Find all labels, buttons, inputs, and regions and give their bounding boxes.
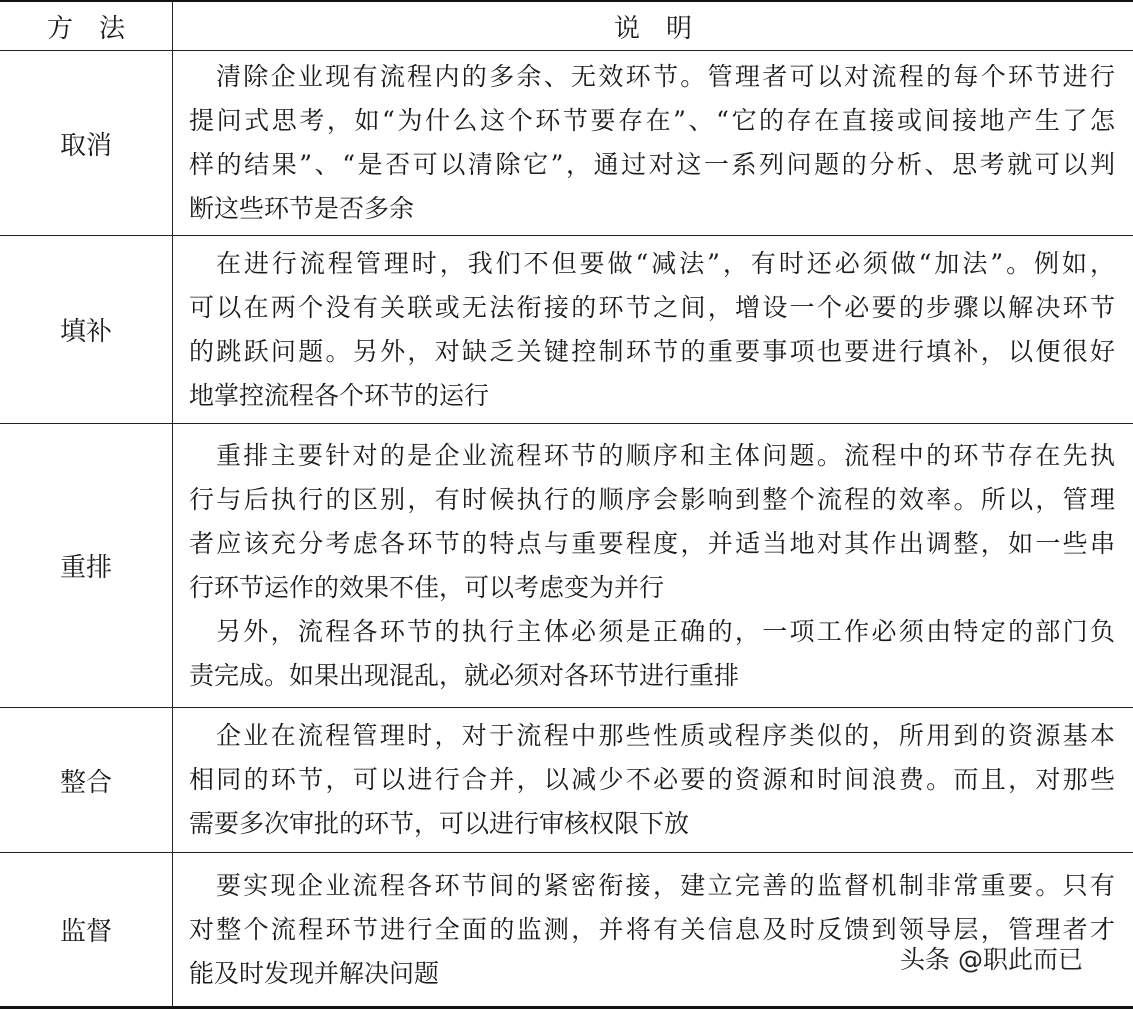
- description-line: 要实现企业流程各环节间的紧密衔接，建立完善的监督机制非常重要。只有: [189, 864, 1115, 908]
- description-line: 清除企业现有流程内的多余、无效环节。管理者可以对流程的每个环节进行: [189, 55, 1115, 99]
- method-cell: 重排: [0, 424, 173, 708]
- description-cell: [173, 853, 1133, 1008]
- description-line: 相同的环节，可以进行合并，以减少不必要的资源和时间浪费。而且，对那些: [189, 758, 1115, 802]
- table-row: [0, 424, 1133, 708]
- description-cell: [173, 236, 1133, 424]
- description-line: 断这些环节是否多余: [189, 187, 1115, 231]
- method-cell: 取消: [0, 51, 173, 236]
- description-line: 提问式思考，如“为什么这个环节要存在”、“它的存在直接或间接地产生了怎: [189, 99, 1115, 143]
- description-line: 能及时发现并解决问题: [189, 952, 1115, 996]
- description-line: 重排主要针对的是企业流程环节的顺序和主体问题。流程中的环节存在先执: [189, 434, 1115, 478]
- description-line: 样的结果”、“是否可以清除它”，通过对这一系列问题的分析、思考就可以判: [189, 143, 1115, 187]
- description-line: 行环节运作的效果不佳，可以考虑变为并行: [189, 566, 1115, 610]
- table-header-row: [0, 1, 1133, 51]
- method-cell: 监督: [0, 853, 173, 1008]
- description-cell: [173, 51, 1133, 236]
- description-line: 行与后执行的区别，有时候执行的顺序会影响到整个流程的效率。所以，管理: [189, 478, 1115, 522]
- description-line: 可以在两个没有关联或无法衔接的环节之间，增设一个必要的步骤以解决环节: [189, 286, 1115, 330]
- description-line: 对整个流程环节进行全面的监测，并将有关信息及时反馈到领导层，管理者才: [189, 908, 1115, 952]
- table-row: [0, 853, 1133, 1008]
- header-description: 说 明: [173, 1, 1133, 51]
- description-line: 责完成。如果出现混乱，就必须对各环节进行重排: [189, 654, 1115, 698]
- description-line: 的跳跃问题。另外，对缺乏关键控制环节的重要事项也要进行填补，以便很好: [189, 330, 1115, 374]
- description-line: 需要多次审批的环节，可以进行审核权限下放: [189, 802, 1115, 846]
- description-cell: [173, 424, 1133, 708]
- table-row: [0, 236, 1133, 424]
- table-row: [0, 51, 1133, 236]
- description-line: 另外，流程各环节的执行主体必须是正确的，一项工作必须由特定的部门负: [189, 610, 1115, 654]
- header-method: 方 法: [0, 1, 173, 51]
- description-line: 企业在流程管理时，对于流程中那些性质或程序类似的，所用到的资源基本: [189, 714, 1115, 758]
- table-row: [0, 708, 1133, 853]
- description-line: 在进行流程管理时，我们不但要做“减法”，有时还必须做“加法”。例如，: [189, 242, 1115, 286]
- method-cell: 整合: [0, 708, 173, 853]
- description-line: 者应该充分考虑各环节的特点与重要程度，并适当地对其作出调整，如一些串: [189, 522, 1115, 566]
- description-line: 地掌控流程各个环节的运行: [189, 374, 1115, 418]
- description-cell: [173, 708, 1133, 853]
- watermark: 头条 @职此而已: [900, 940, 1083, 976]
- method-cell: 填补: [0, 236, 173, 424]
